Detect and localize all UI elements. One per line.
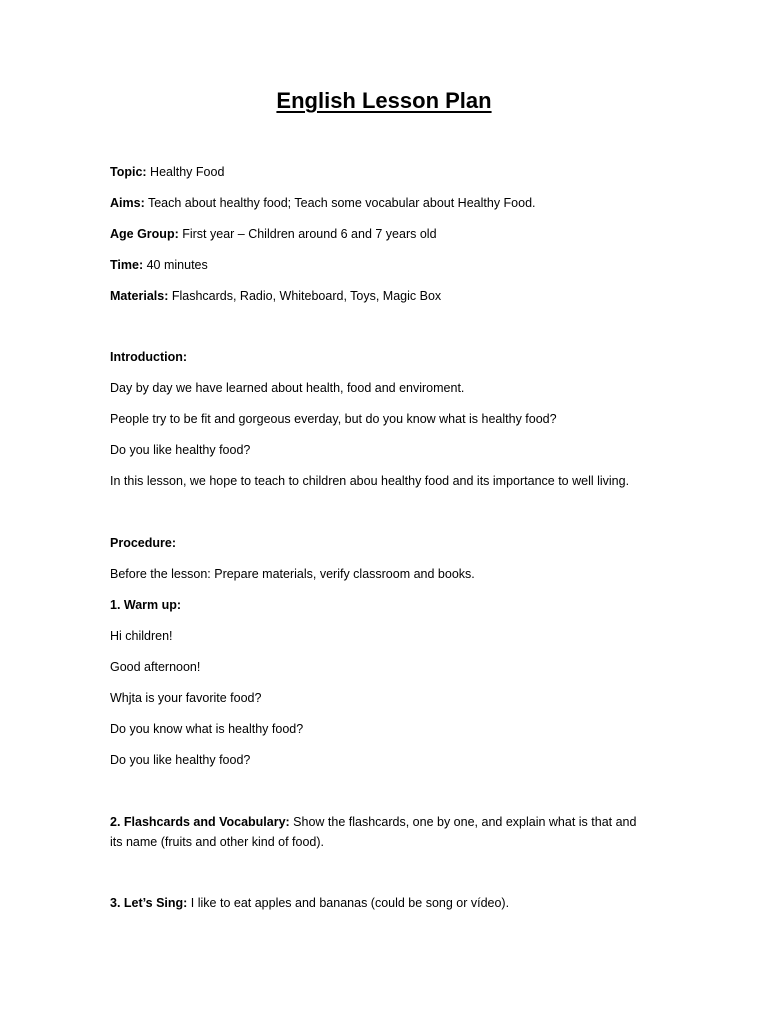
warm-up-heading: 1. Warm up: — [110, 598, 182, 612]
page-title: English Lesson Plan — [276, 88, 492, 113]
time-value: 40 minutes — [143, 258, 208, 272]
flashcards-label: 2. Flashcards and Vocabulary: — [110, 815, 290, 829]
time-label: Time: — [110, 258, 144, 272]
time-line — [110, 255, 670, 275]
lets-sing-text: I like to eat apples and bananas (could be song or vídeo). — [187, 896, 510, 910]
introduction-line: People try to be fit and gorgeous everday, but do you know what is healthy food? — [110, 412, 557, 426]
lets-sing-label: 3. Let’s Sing: — [110, 896, 188, 910]
introduction-line: Do you like healthy food? — [110, 443, 251, 457]
materials-label: Materials: — [110, 289, 169, 303]
warm-up-line: Whjta is your favorite food? — [110, 691, 262, 705]
age-group-value: First year – Children around 6 and 7 years old — [178, 227, 437, 241]
flashcards-paragraph — [110, 812, 650, 852]
warm-up-line: Hi children! — [110, 629, 173, 643]
flashcards-text: Show the flashcards, one by one, and explain what is that and its name (fruits and other kind of food). — [110, 815, 637, 849]
introduction-line: In this lesson, we hope to teach to children abou healthy food and its importance to well living. — [110, 474, 630, 488]
aims-label: Aims: — [110, 196, 145, 210]
introduction-heading: Introduction: — [110, 350, 188, 364]
topic-line — [110, 162, 670, 182]
procedure-heading: Procedure: — [110, 536, 176, 550]
topic-value: Healthy Food — [146, 165, 225, 179]
warm-up-line: Do you like healthy food? — [110, 753, 251, 767]
lets-sing-line — [110, 893, 670, 913]
before-lesson-line: Before the lesson: Prepare materials, verify classroom and books. — [110, 567, 475, 581]
warm-up-line: Good afternoon! — [110, 660, 201, 674]
age-group-line — [110, 224, 670, 244]
warm-up-line: Do you know what is healthy food? — [110, 722, 304, 736]
aims-value: Teach about healthy food; Teach some vocabular about Healthy Food. — [144, 196, 536, 210]
materials-line — [110, 286, 670, 306]
introduction-line: Day by day we have learned about health, food and enviroment. — [110, 381, 465, 395]
aims-line — [110, 193, 670, 213]
age-group-label: Age Group: — [110, 227, 179, 241]
topic-label: Topic: — [110, 165, 147, 179]
materials-value: Flashcards, Radio, Whiteboard, Toys, Magic Box — [168, 289, 442, 303]
